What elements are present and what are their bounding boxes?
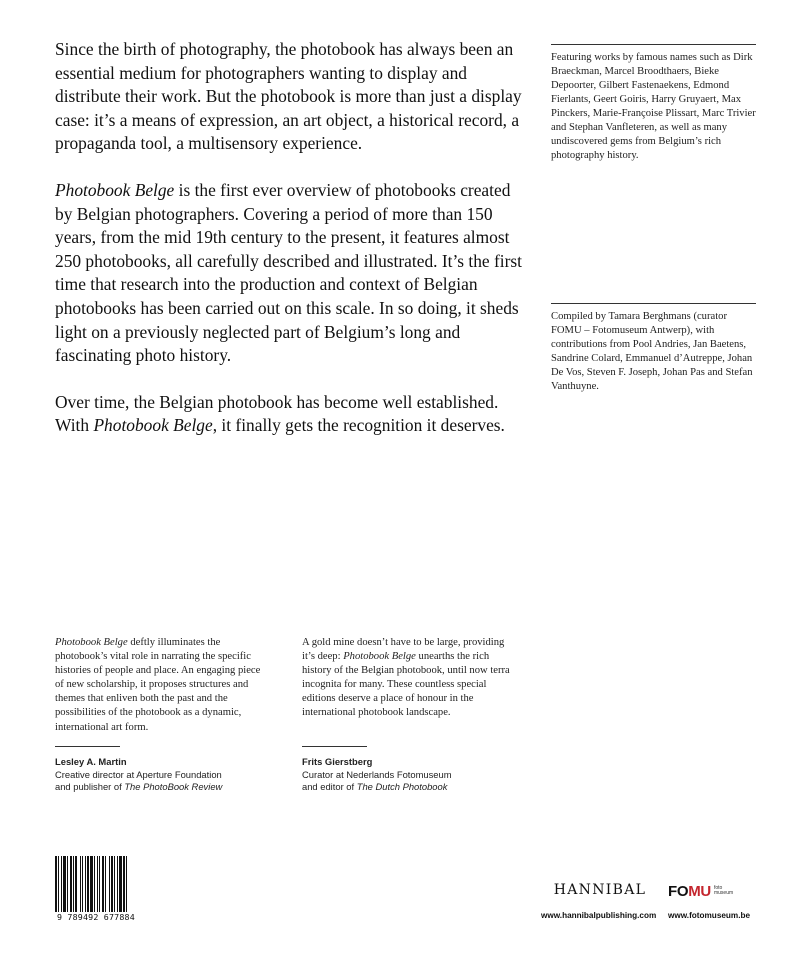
fomu-wordmark-a: FO [668, 882, 689, 900]
barcode-bar [87, 856, 89, 912]
barcode-bar [94, 856, 95, 912]
overview-text: is the first ever overview of photobooks created by Belgian photographers. Covering a period of more than 150 years, from the mid 19th century to the present, it features almost 250 photobooks, all carefully described and illustrated. It’s the first time that research into the production and context of Belgian photobooks has been carried out on this scale. In so doing, it sheds light on a previously neglected part of Belgium’s long and fascinating photo history. [55, 179, 523, 366]
barcode-bar [70, 856, 72, 912]
barcode-bar [105, 856, 106, 912]
hannibal-logo: HANNIBAL [553, 882, 647, 898]
quote-text-b: unearths the rich history of the Belgian photobook, until now terra incognita for many. These countless special editions deserve a place of honour in the international photobook landscape. [302, 651, 510, 719]
hannibal-publisher [541, 882, 659, 920]
barcode-bar [55, 856, 57, 912]
quote-gierstberg [302, 636, 512, 721]
fomu-publisher [668, 882, 763, 920]
barcode-icon [55, 856, 135, 912]
barcode-bar [58, 856, 59, 912]
barcode-bar [123, 856, 125, 912]
barcode-bar [75, 856, 77, 912]
divider [551, 44, 756, 45]
barcode-bar [119, 856, 122, 912]
barcode-bar [97, 856, 98, 912]
barcode-bar [126, 856, 127, 912]
barcode-bar [102, 856, 104, 912]
publication-title: The Dutch Photobook [356, 781, 448, 793]
quote-text: deftly illuminates the photobook’s vital role in narrating the specific histories of people and place. An engaging piece of new scholarship, it proposes structures and themes that enliven both the past and the possibilities of the photobook as a dynamic, international art form. [55, 637, 261, 733]
barcode-bar [99, 856, 100, 912]
barcode-bar [109, 856, 110, 912]
compiled-text: Compiled by Tamara Berghmans (curator FOMU – Fotomuseum Antwerp), with contributions from Pool Andries, Jan Baetens, Sandrine Colard, Emmanuel d’Autreppe, Johan De Vos, Steven F. Joseph, Johan Pas and Stefan Vanthuyne. [551, 311, 753, 392]
fomu-subtitle [714, 886, 733, 897]
barcode-bar [82, 856, 83, 912]
compiled-note [551, 303, 756, 394]
barcode-bar [114, 856, 115, 912]
barcode-bar [80, 856, 81, 912]
author-role: Creative director at Aperture Foundation [55, 768, 222, 780]
publication-title: The PhotoBook Review [124, 781, 223, 793]
fomu-sub-2: museum [713, 890, 734, 896]
book-title: Photobook Belge [343, 651, 416, 663]
hannibal-url: www.hannibalpublishing.com [541, 911, 657, 920]
barcode-bar [111, 856, 113, 912]
featuring-text: Featuring works by famous names such as Dirk Braeckman, Marcel Broodthaers, Bieke Depoorter, Gilbert Fastenaekens, Edmond Fierlants, Geert Goiris, Harry Gruyaert, Max Pinckers, Marie-Françoise Plissart, Marc Trivier and Stephan Vanfleteren, as well as many undiscovered gems from Belgium’s rich photography history. [551, 52, 756, 161]
overview-paragraph [55, 179, 525, 368]
author-name: Lesley A. Martin [55, 756, 127, 767]
barcode-bar [67, 856, 68, 912]
divider [551, 303, 756, 304]
attribution-martin [55, 746, 285, 794]
featuring-note [551, 44, 756, 163]
role-prefix: and editor of [302, 781, 357, 793]
closing-paragraph [55, 391, 525, 438]
quote-martin [55, 636, 265, 735]
author-name: Frits Gierstberg [302, 756, 373, 767]
author-role-2 [55, 781, 285, 794]
quote-text-a: A gold mine doesn’t have to be large, providing it’s deep: [302, 637, 505, 663]
fomu-sub-1: foto [713, 884, 723, 891]
barcode-bar [73, 856, 74, 912]
attribution-gierstberg [302, 746, 532, 794]
barcode-bar [117, 856, 118, 912]
fomu-wordmark-b: MU [688, 882, 711, 900]
book-title: Photobook Belge [93, 415, 213, 436]
intro-paragraph: Since the birth of photography, the photobook has always been an essential medium for photographers wanting to display and distribute their work. But the photobook is more than just a display case: it’s a means of expression, an art object, a historical record, a propaganda tool, a multisensory experience. [55, 39, 522, 154]
barcode-bar [85, 856, 86, 912]
book-title: Photobook Belge [55, 179, 175, 200]
main-text [55, 38, 525, 461]
author-role: Curator at Nederlands Fotomuseum [302, 768, 452, 780]
barcode-bar [61, 856, 62, 912]
divider [302, 746, 367, 747]
closing-text-b: , it finally gets the recognition it deserves. [212, 415, 505, 436]
book-title: Photobook Belge [55, 637, 128, 648]
isbn-number: 9 789492 677884 [57, 912, 135, 922]
fomu-wordmark [668, 883, 711, 900]
barcode-bar [63, 856, 66, 912]
fomu-logo [668, 882, 763, 900]
fomu-url: www.fotomuseum.be [668, 911, 751, 920]
barcode-bar [90, 856, 93, 912]
divider [55, 746, 120, 747]
role-prefix: and publisher of [55, 781, 125, 793]
author-role-2 [302, 781, 532, 794]
closing-text-a: Over time, the Belgian photobook has become well established. With [55, 391, 499, 436]
